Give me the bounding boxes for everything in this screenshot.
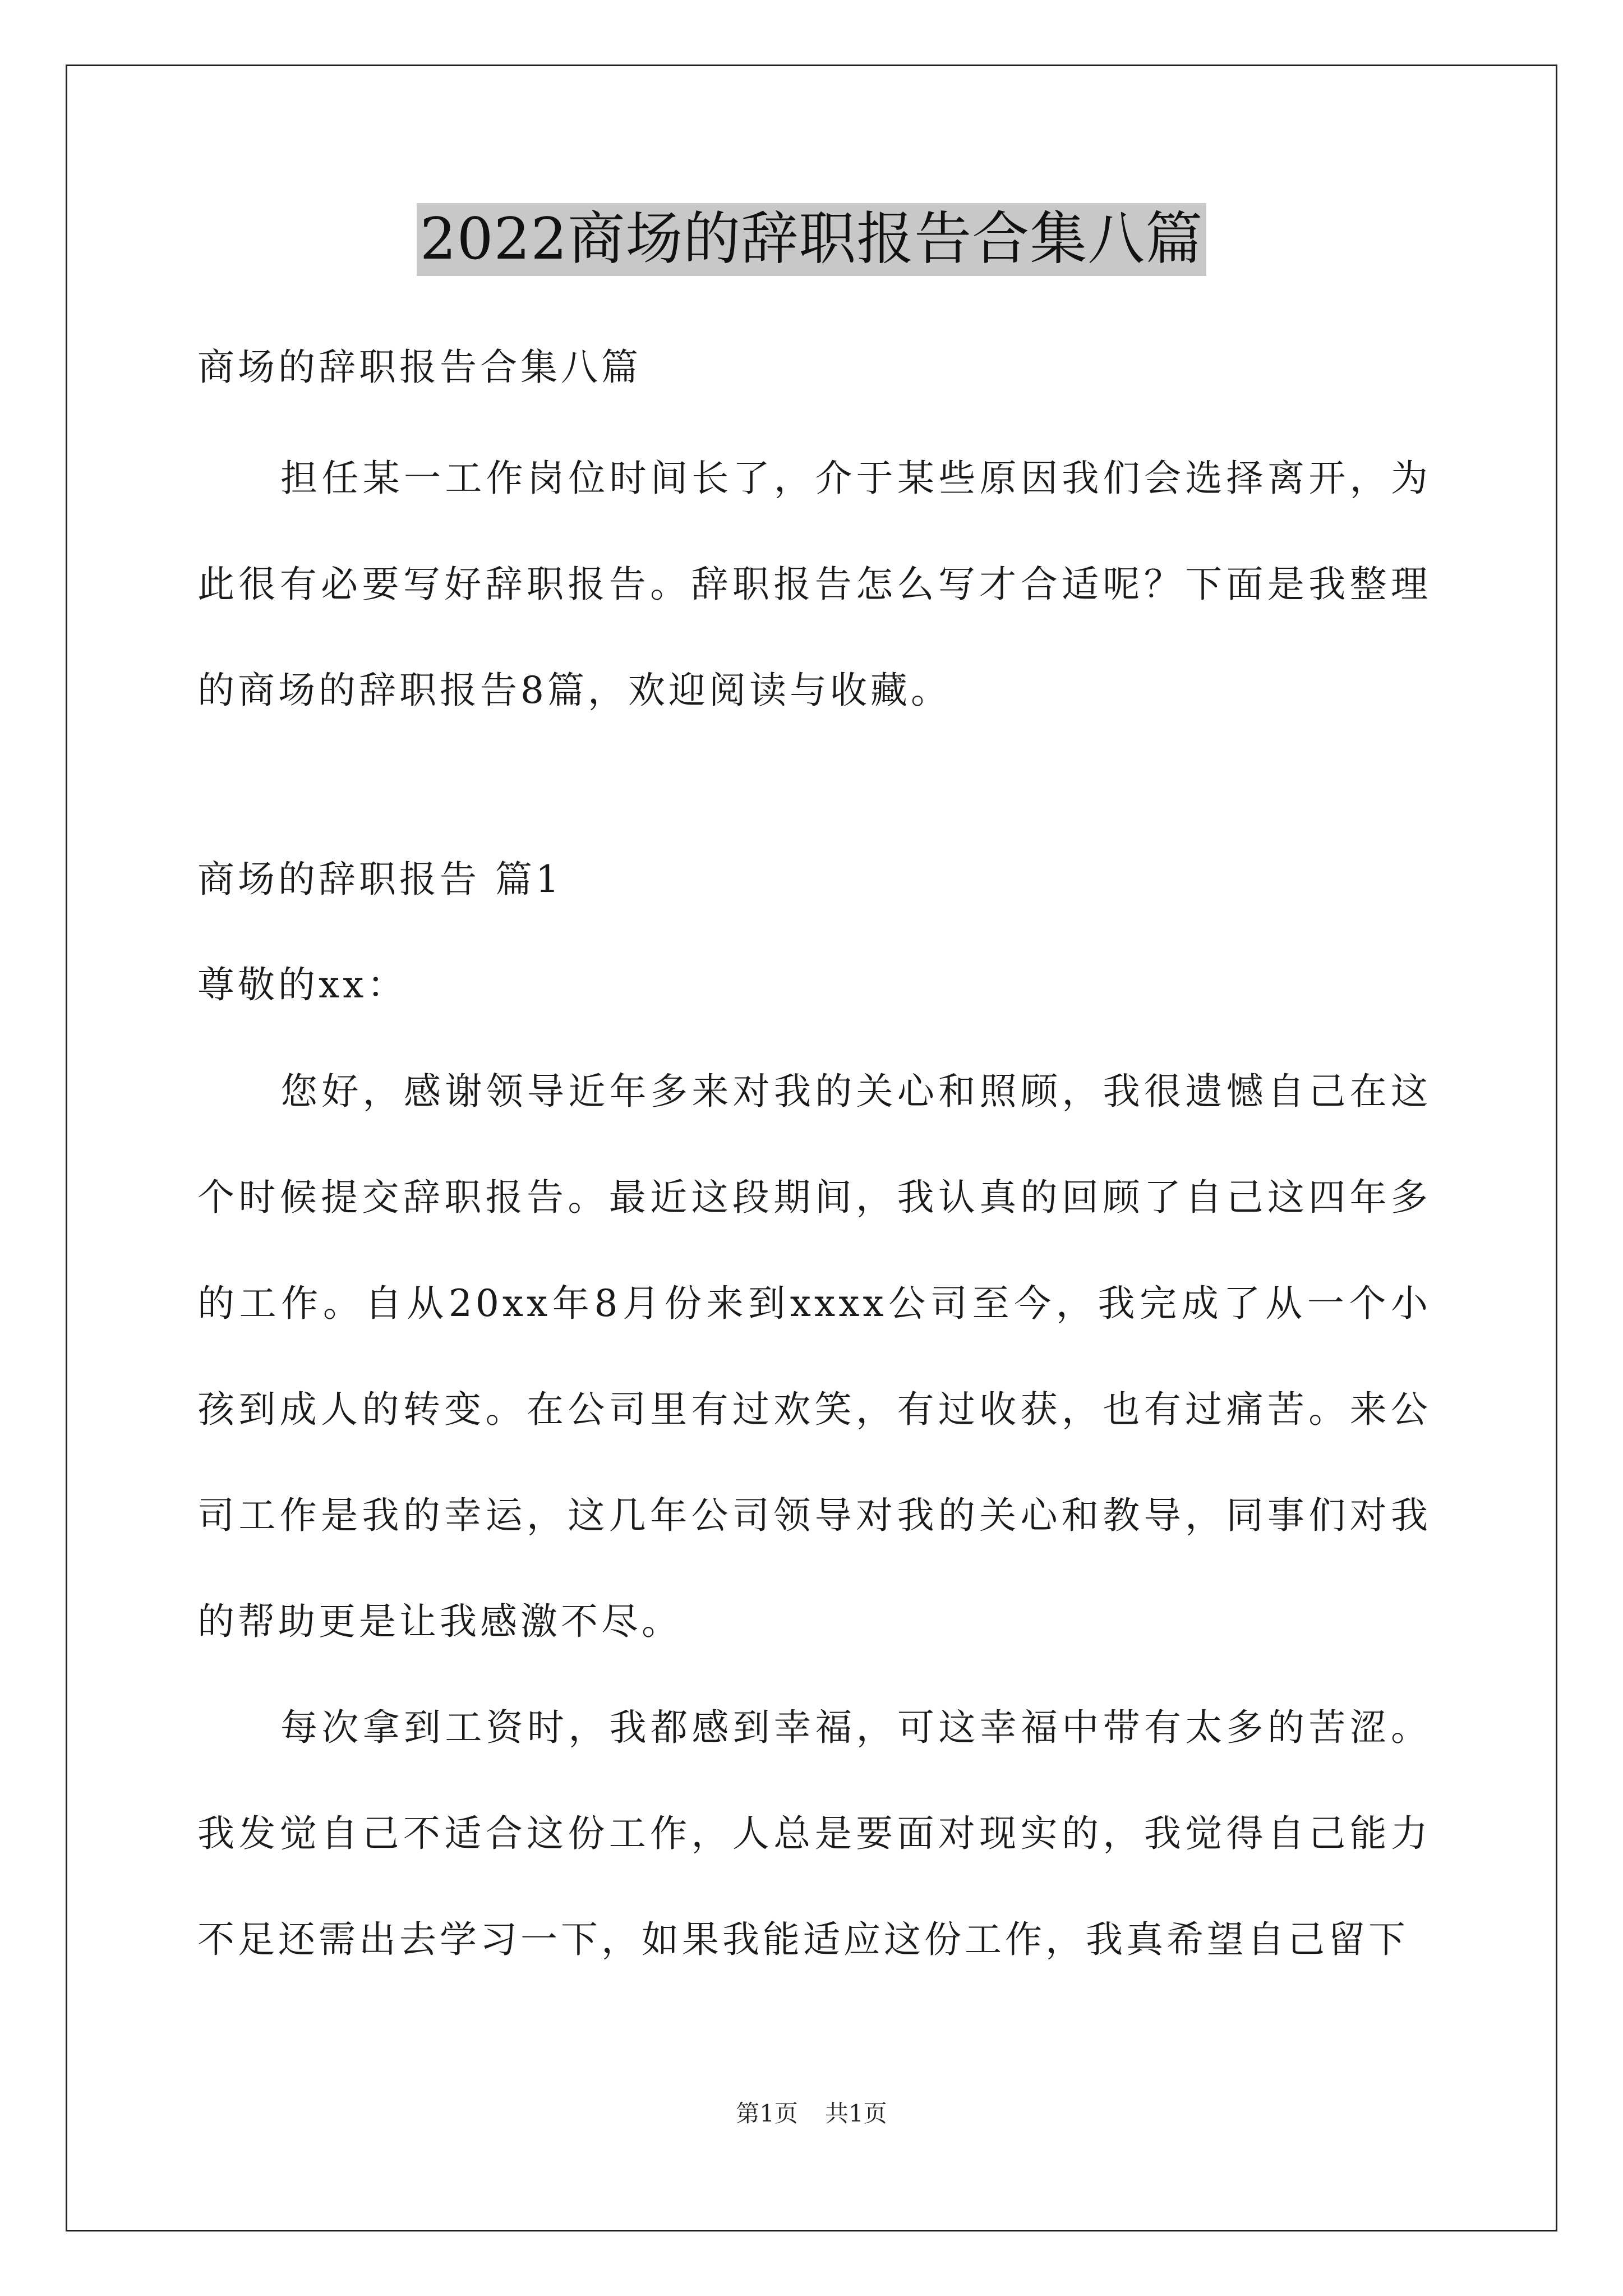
document-subtitle: 商场的辞职报告合集八篇 bbox=[197, 346, 642, 389]
document-title: 2022商场的辞职报告合集八篇 bbox=[417, 203, 1207, 276]
document-body bbox=[197, 314, 1431, 1993]
salutation: 尊敬的xx： bbox=[197, 963, 408, 1006]
intro-paragraph: 担任某一工作岗位时间长了，介于某些原因我们会选择离开，为此很有必要写好辞职报告。辞职报告怎么写才合适呢？下面是我整理的商场的辞职报告8篇，欢迎阅读与收藏。 bbox=[197, 457, 1431, 712]
title-container bbox=[0, 203, 1623, 276]
body-paragraph-2: 每次拿到工资时，我都感到幸福，可这幸福中带有太多的苦涩。我发觉自己不适合这份工作，人总是要面对现实的，我觉得自己能力不足还需出去学习一下，如果我能适应这份工作，我真希望自己留下 bbox=[197, 1706, 1431, 1961]
page-total: 共1页 bbox=[825, 2100, 887, 2127]
body-paragraph-1: 您好，感谢领导近年多来对我的关心和照顾，我很遗憾自己在这个时候提交辞职报告。最近这段期间，我认真的回顾了自己这四年多的工作。自从20xx年8月份来到xxxx公司至今，我完成了从一个小孩到成人的转变。在公司里有过欢笑，有过收获，也有过痛苦。来公司工作是我的幸运，这几年公司领导对我的关心和教导，同事们对我的帮助更是让我感激不尽。 bbox=[197, 1070, 1431, 1643]
section-heading: 商场的辞职报告 篇1 bbox=[197, 858, 562, 901]
page-footer bbox=[0, 2097, 1623, 2131]
page-number: 第1页 bbox=[736, 2100, 798, 2127]
